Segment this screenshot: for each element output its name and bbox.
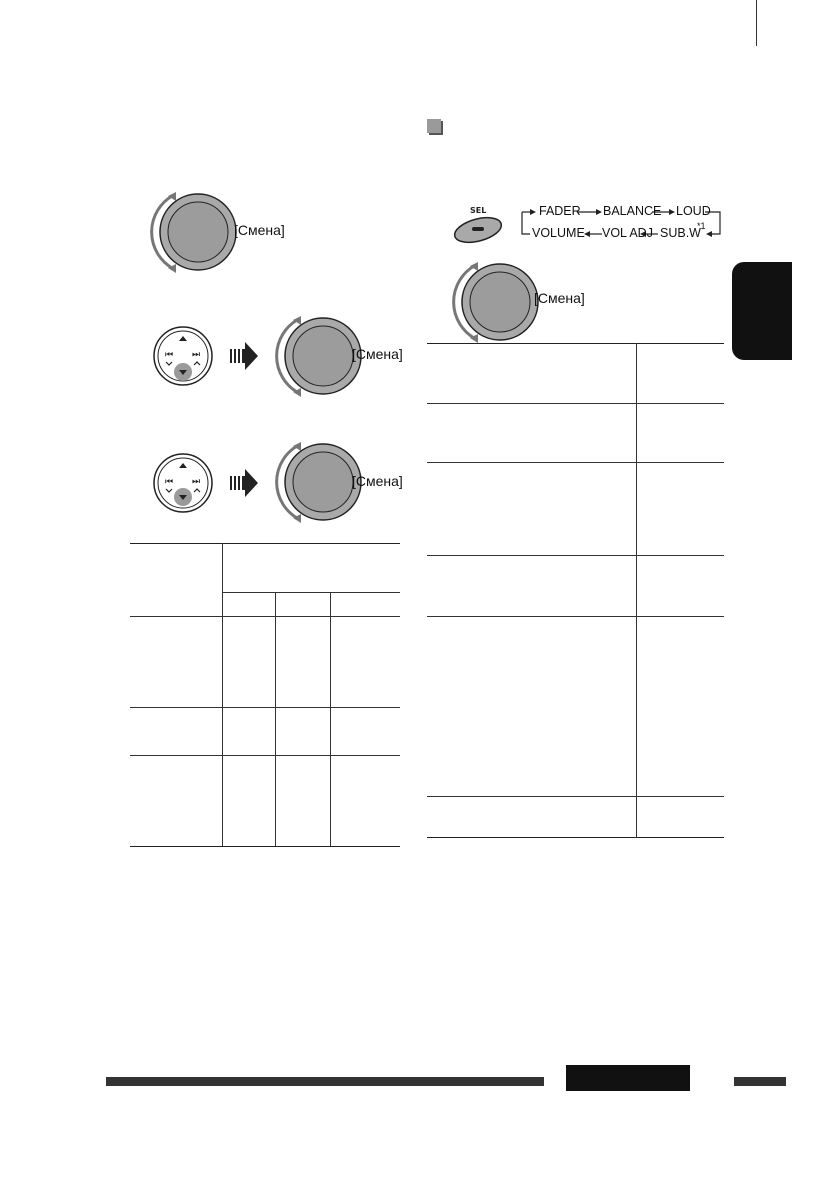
language-tab: [732, 262, 792, 360]
dial-label-1: [Смена]: [234, 222, 285, 238]
arrow-right-icon: [230, 469, 260, 497]
dial-label-4: [Смена]: [534, 290, 585, 306]
sel-button-icon[interactable]: [452, 204, 504, 244]
flow-vol-adj: VOL ADJ: [602, 226, 653, 240]
flow-footnote-mark: *1: [697, 221, 706, 231]
section-square-icon: [427, 119, 441, 133]
control-dial-icon: [150, 188, 240, 278]
flow-balance: BALANCE: [603, 204, 662, 218]
svg-text:SEL: SEL: [470, 206, 487, 215]
control-dial-icon: [452, 258, 542, 348]
svg-text:⏮: ⏮: [165, 350, 174, 360]
arrow-right-icon: [230, 342, 260, 370]
flow-loud: LOUD: [676, 204, 711, 218]
top-vertical-rule: [756, 0, 757, 46]
navigation-pad-icon: [152, 452, 214, 514]
flow-volume: VOLUME: [532, 226, 585, 240]
flow-fader: FADER: [539, 204, 581, 218]
footer-bar-left: [106, 1077, 544, 1086]
svg-text:⏭: ⏭: [192, 350, 201, 360]
footer-page-box: [566, 1065, 690, 1091]
navigation-pad-icon: [152, 325, 214, 387]
dial-label-2: [Смена]: [352, 346, 403, 362]
svg-text:⏮: ⏮: [165, 477, 174, 487]
svg-text:⏭: ⏭: [192, 477, 201, 487]
dial-label-3: [Смена]: [352, 473, 403, 489]
flow-sub-w: SUB.W: [660, 226, 701, 240]
footer-bar-right: [734, 1077, 786, 1086]
